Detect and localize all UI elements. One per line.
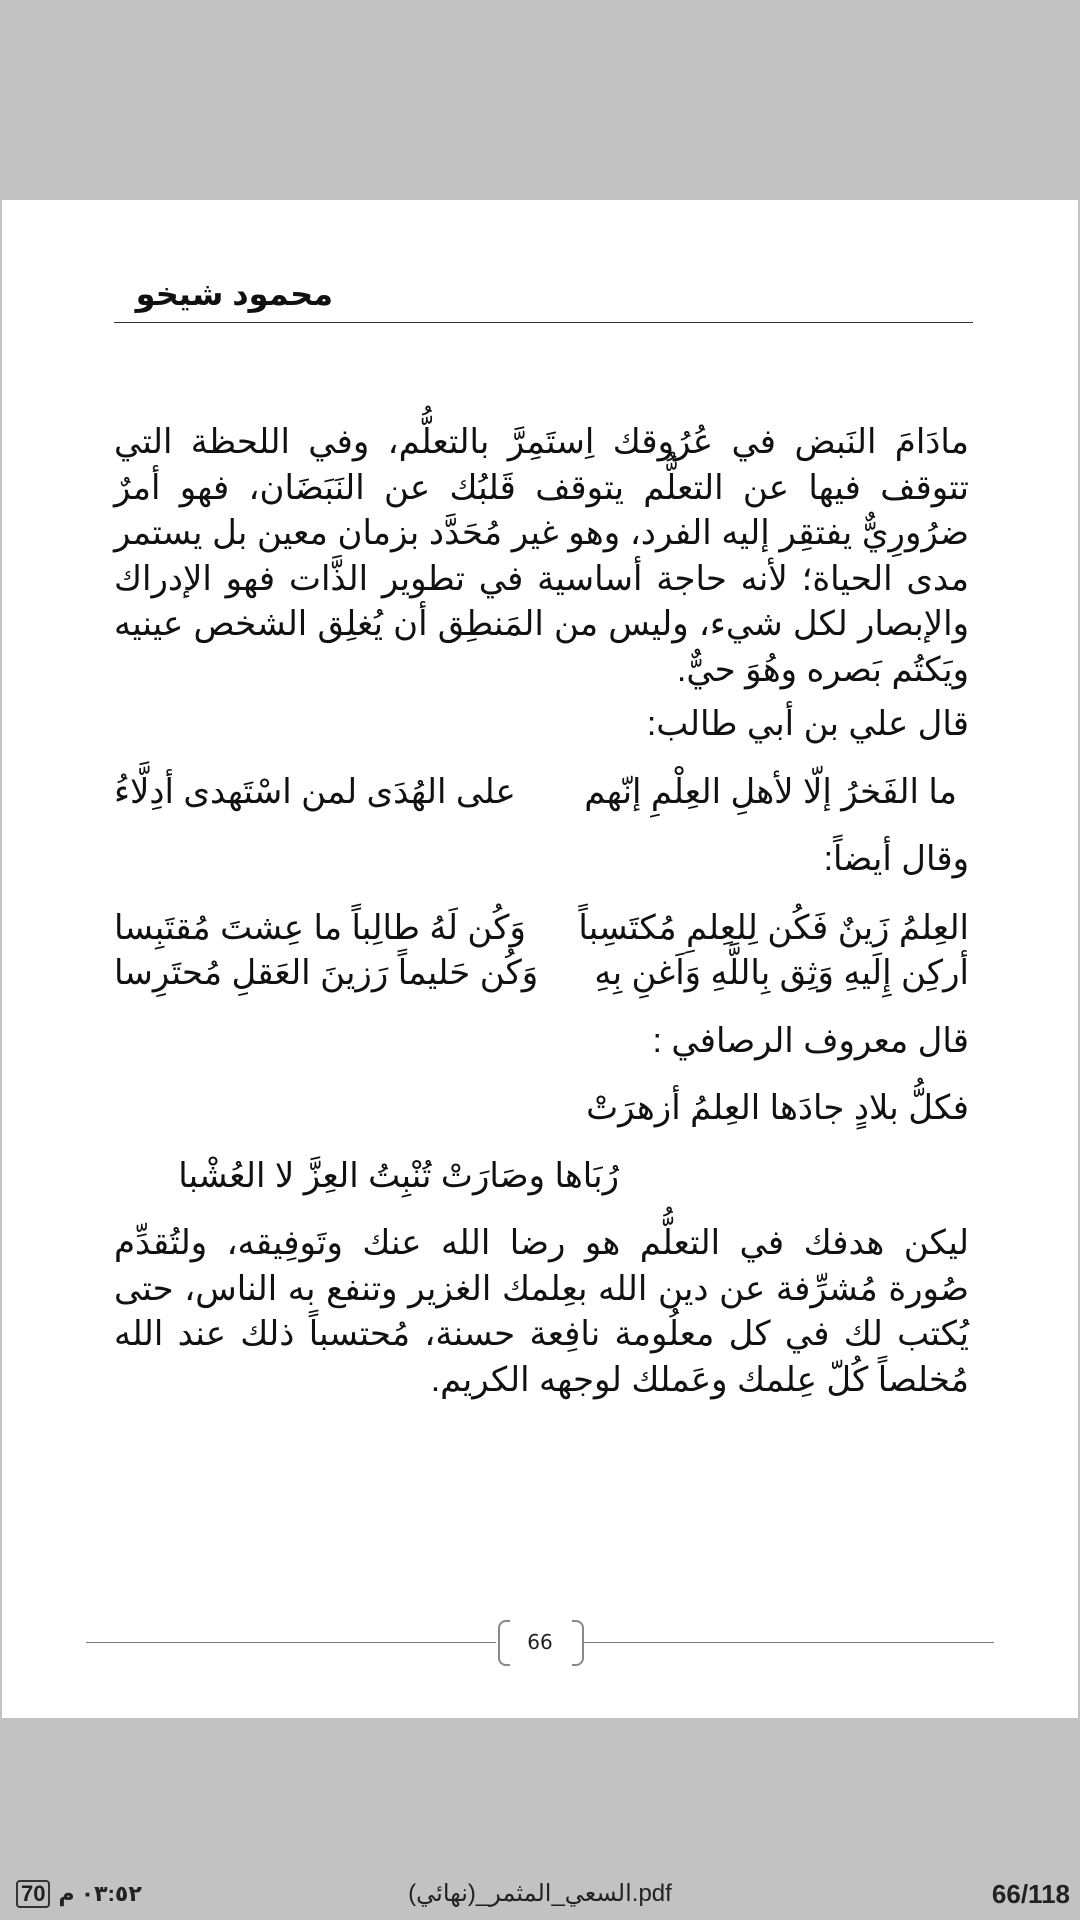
- page-number-bracket-right: [572, 1620, 584, 1666]
- verse-line: [114, 770, 969, 816]
- file-name: [0, 1874, 1080, 1914]
- verse-first-hemistich: ما الفَخرُ إلّا لأهلِ العِلْمِ إنّهم: [584, 772, 957, 811]
- quote-intro-also: وقال أيضاً:: [823, 840, 969, 878]
- verse-first-hemistich: العِلمُ زَينٌ فَكُن لِلعِلمِ مُكتَسِباً: [578, 908, 969, 947]
- verse-line: [114, 951, 969, 997]
- footer-divider-right: [584, 1642, 994, 1643]
- page-number: 66: [527, 1630, 553, 1654]
- document-page: [2, 200, 1078, 1718]
- header-author: محمود شيخو: [135, 276, 333, 312]
- clock-time: ٠٣:٥٢ م: [58, 1881, 142, 1906]
- verse-first-hemistich: أركِن إِلَيهِ وَثِق بِاللَّهِ وَاَغنِ بِهِ: [594, 954, 969, 992]
- status-time-battery: [16, 1874, 142, 1914]
- verse-second-hemistich: وَكُن لَهُ طالِباً ما عِشتَ مُقتَبِسا: [114, 908, 526, 947]
- body-paragraph-1: مادَامَ النَبض في عُرُوقك اِستَمِرَّ بالتعلُّم، وفي اللحظة التي تتوقف فيها عن التعلُّم يتوقف قَلبُك عن النَبَضَان، فهو أمرٌ ضرُورِيٌّ يفتقِر إليه الفرد، وهو غير مُحَدَّد بزمان معين بل يستمر مدى الحياة؛ لأنه حاجة أساسية في تطوير الذَّات فهو الإدراك والإبصار لكل شيء، وليس من المَنطِق أن يُغلِق الشخص عينيه ويَكتُم بَصره وهُوَ حيٌّ.: [114, 423, 969, 689]
- body-paragraph-2: ليكن هدفك في التعلُّم هو رضا الله عنك وتَوفِيقه، ولتُقدِّم صُورة مُشرِّفة عن دين الله بعِلمك الغزير وتنفع به الناس، حتى يُكتب لك في كل معلُومة نافِعة حسنة، مُحتسباً ذلك عند الله مُخلصاً كُلّ عِلمك وعَملك لوجهه الكريم.: [114, 1224, 969, 1399]
- verse-second-hemistich: وَكُن حَليماً رَزينَ العَقلِ مُحتَرِسا: [114, 954, 539, 992]
- file-name-text: السعي_المثمر_(نهائي).pdf: [408, 1880, 672, 1907]
- verse-second-hemistich: على الهُدَى لمن اسْتَهدى أدِلَّاءُ: [114, 772, 516, 811]
- page-progress[interactable]: 66/118: [991, 1879, 1070, 1909]
- verse-first-hemistich: فكلُّ بلادٍ جادَها العِلمُ أزهرَتْ: [586, 1089, 969, 1127]
- quote-intro-ali: قال علي بن أبي طالب:: [646, 705, 969, 743]
- verse-second-hemistich: رُبَاها وصَارَتْ تُنْبِتُ العِزَّ لا العُشْبا: [178, 1156, 619, 1195]
- page-content: [114, 420, 969, 1403]
- verse-line: [114, 906, 969, 952]
- header-divider: [114, 322, 973, 323]
- battery-icon: 70: [16, 1880, 50, 1908]
- quote-intro-rusafi: قال معروف الرصافي :: [652, 1021, 969, 1060]
- footer-divider-left: [86, 1642, 496, 1643]
